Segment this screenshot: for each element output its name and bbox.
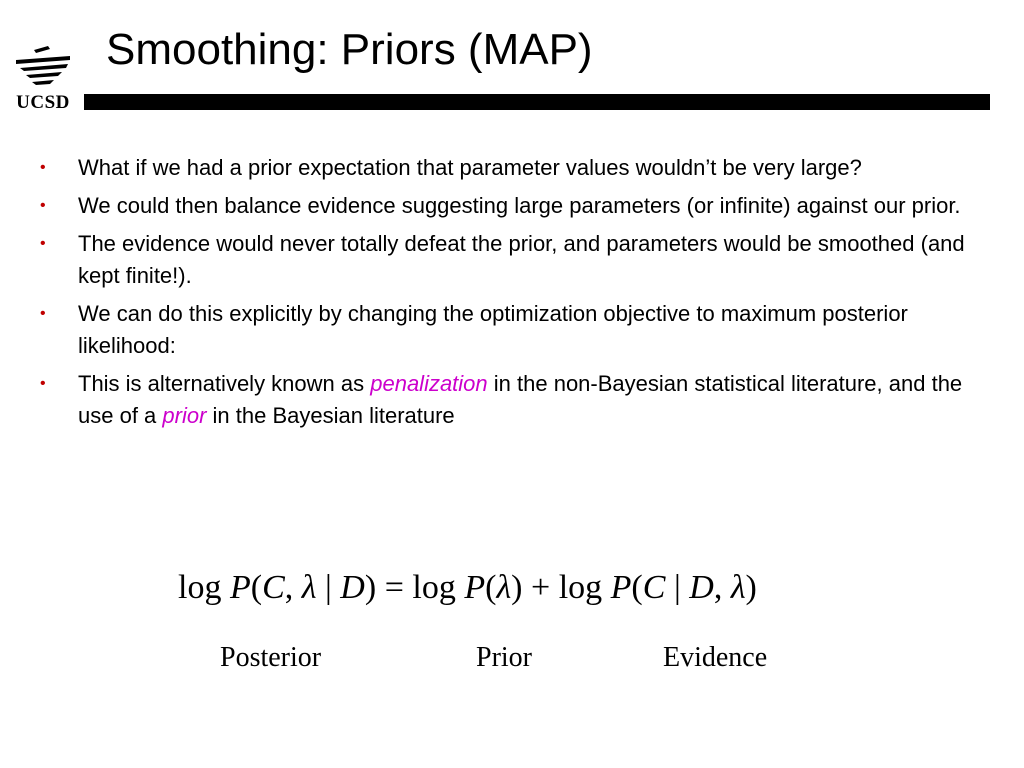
label-evidence: Evidence	[663, 642, 768, 673]
term-prior: prior	[162, 403, 207, 428]
formula-P: P	[610, 569, 632, 606]
bullet-dot-icon: •	[40, 375, 46, 392]
bullet-item	[0, 190, 978, 222]
formula-comma: ,	[284, 569, 294, 606]
ucsd-waves-icon	[10, 44, 74, 88]
formula-rparen: )	[511, 569, 523, 606]
term-penalization: penalization	[370, 371, 488, 396]
formula-P: P	[464, 569, 486, 606]
formula-lparen: (	[250, 569, 263, 606]
formula-lparen: (	[485, 569, 497, 606]
formula-comma: ,	[713, 569, 723, 606]
ucsd-logo	[4, 44, 82, 114]
bullet-item	[0, 368, 978, 432]
bullet-dot-icon: •	[40, 159, 46, 176]
bullet-list	[0, 152, 1000, 438]
bullet-text: What if we had a prior expectation that parameter values wouldn’t be very large?	[78, 155, 862, 180]
formula-D: D	[340, 569, 365, 606]
bullet-text-after: in the Bayesian literature	[206, 403, 455, 428]
formula-lambda: λ	[730, 569, 746, 606]
bullet-text: We could then balance evidence suggesting large parameters (or infinite) against our prior.	[78, 193, 961, 218]
bullet-dot-icon: •	[40, 305, 46, 322]
formula-lambda: λ	[496, 569, 512, 606]
formula-bar: |	[324, 569, 332, 606]
formula-bar: |	[673, 569, 681, 606]
bullet-item	[0, 228, 978, 292]
formula-plus: +	[531, 569, 551, 606]
formula-rparen: )	[745, 569, 757, 606]
bullet-text: We can do this explicitly by changing the optimization objective to maximum posterior likelihood:	[78, 301, 908, 358]
formula-lambda: λ	[301, 569, 317, 606]
bullet-dot-icon: •	[40, 197, 46, 214]
formula-P: P	[229, 569, 251, 606]
formula-log: log	[178, 569, 222, 606]
formula-lparen: (	[631, 569, 643, 606]
label-posterior: Posterior	[220, 642, 322, 673]
formula-D: D	[689, 569, 714, 606]
formula-log: log	[412, 569, 456, 606]
label-prior: Prior	[476, 642, 532, 673]
formula-log: log	[558, 569, 603, 606]
formula-rparen: )	[364, 569, 377, 606]
title-divider	[84, 94, 990, 110]
ucsd-logo-text: UCSD	[16, 92, 70, 113]
formula-C: C	[642, 569, 666, 606]
bullet-text-middle: in the non-Bayesian statistical literature, and the use of a	[78, 371, 963, 428]
bullet-dot-icon: •	[40, 235, 46, 252]
formula-equals: =	[384, 569, 404, 606]
map-formula	[178, 560, 898, 616]
formula-C: C	[262, 569, 285, 606]
bullet-item	[0, 152, 978, 184]
page-title: Smoothing: Priors (MAP)	[106, 25, 593, 74]
bullet-item	[0, 298, 978, 362]
bullet-text: The evidence would never totally defeat the prior, and parameters would be smoothed (and kept finite!).	[78, 231, 965, 288]
bullet-text-before: This is alternatively known as	[78, 371, 371, 396]
